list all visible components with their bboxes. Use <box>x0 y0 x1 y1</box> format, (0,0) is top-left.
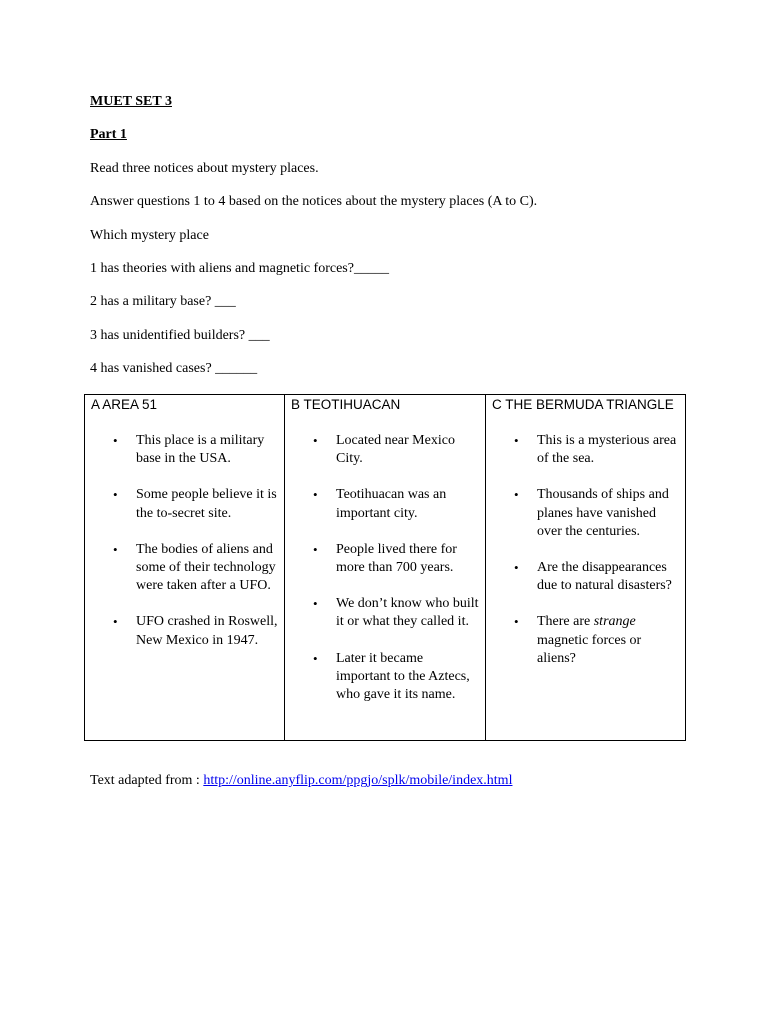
list-item <box>313 486 479 522</box>
list-item <box>113 613 278 649</box>
page-title: MUET SET 3 <box>90 94 172 109</box>
bullet-icon: • <box>514 487 519 503</box>
list-item-text: Later it became important to the Aztecs, who gave it its name. <box>336 650 470 703</box>
bullet-icon: • <box>514 433 519 448</box>
bullet-icon: • <box>113 614 118 630</box>
question-1: 1 has theories with aliens and magnetic forces?_____ <box>90 261 389 276</box>
notice-b-list <box>291 432 479 704</box>
notice-a <box>85 395 285 741</box>
bullet-icon: • <box>313 650 318 666</box>
list-item-text: We don’t know who built it or what they called it. <box>336 596 479 630</box>
list-item <box>313 432 479 468</box>
list-item <box>514 432 679 468</box>
bullet-icon: • <box>313 541 318 557</box>
list-item-emphasis: strange <box>593 614 636 630</box>
question-stem: Which mystery place <box>90 228 209 243</box>
list-item-text: This is a mysterious area of the sea. <box>537 433 677 467</box>
list-item <box>514 486 679 541</box>
question-2: 2 has a military base? ___ <box>90 294 236 309</box>
list-item-text: This place is a military base in the USA. <box>136 433 265 467</box>
bullet-icon: • <box>113 541 118 557</box>
bullet-icon: • <box>514 614 519 630</box>
list-item <box>313 541 479 577</box>
notice-b-heading: B TEOTIHUACAN <box>291 397 401 412</box>
list-item-text-after: magnetic forces or aliens? <box>537 632 642 666</box>
list-item <box>113 541 278 596</box>
list-item <box>514 559 679 595</box>
list-item-text: UFO crashed in Roswell, New Mexico in 1947. <box>136 614 278 648</box>
notice-c-heading: C THE BERMUDA TRIANGLE <box>492 397 674 412</box>
notices-table <box>84 394 686 741</box>
bullet-icon: • <box>313 596 318 612</box>
bullet-icon: • <box>313 433 318 448</box>
list-item <box>313 650 479 705</box>
list-item <box>514 613 679 668</box>
list-item-text: Located near Mexico City. <box>336 433 455 467</box>
list-item-text: Some people believe it is the to-secret site. <box>136 487 277 521</box>
notice-c <box>486 395 686 741</box>
notice-a-heading: A AREA 51 <box>91 397 158 412</box>
source-link[interactable]: http://online.anyflip.com/ppgjo/splk/mobile/index.html <box>203 773 513 788</box>
list-item-text: People lived there for more than 700 years. <box>336 541 457 576</box>
list-item-text: Teotihuacan was an important city. <box>336 487 447 521</box>
notice-b <box>285 395 486 741</box>
list-item-text: Are the disappearances due to natural disasters? <box>537 560 672 594</box>
list-item <box>313 595 479 631</box>
list-item-text: Thousands of ships and planes have vanished over the centuries. <box>537 487 669 539</box>
question-3: 3 has unidentified builders? ___ <box>90 328 270 343</box>
source-label: Text adapted from : <box>90 773 204 788</box>
instruction-read: Read three notices about mystery places. <box>90 161 319 176</box>
bullet-icon: • <box>113 487 118 503</box>
bullet-icon: • <box>113 433 118 448</box>
instruction-answer: Answer questions 1 to 4 based on the notices about the mystery places (A to C). <box>90 194 538 209</box>
list-item <box>113 486 278 522</box>
source-citation <box>90 773 512 789</box>
list-item-text: The bodies of aliens and some of their technology were taken after a UFO. <box>136 541 276 594</box>
bullet-icon: • <box>514 560 519 576</box>
notice-c-list <box>492 432 679 668</box>
list-item <box>113 432 278 468</box>
bullet-icon: • <box>313 487 318 503</box>
question-4: 4 has vanished cases? ______ <box>90 361 258 376</box>
notice-a-list <box>91 432 278 650</box>
part-heading: Part 1 <box>90 127 127 142</box>
list-item-text-before: There are <box>537 614 594 630</box>
